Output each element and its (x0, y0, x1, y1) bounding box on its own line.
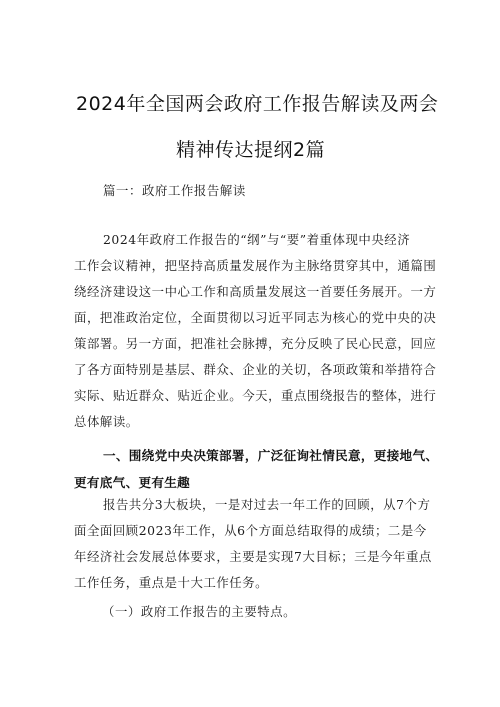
text-line: 实际、贴近群众、贴近企业。今天，重点围绕报告的整体，进行 (74, 388, 437, 403)
section-heading-line-2: 更有底气、更有生趣 (74, 475, 191, 490)
paragraph-intro (74, 227, 437, 435)
text-line: 报告共分3大板块，一是对过去一年工作的回顾，从7个方 (103, 497, 431, 512)
text-line: 工作会议精神，把坚持高质量发展作为主脉络贯穿其中，通篇围 (74, 258, 437, 273)
document-title-line-1: 2024年全国两会政府工作报告解读及两会 (76, 93, 439, 115)
document-title-line-2: 精神传达提纲2篇 (176, 139, 326, 161)
subsection-heading: （一）政府工作报告的主要特点。 (102, 604, 297, 619)
text-line: 绕经济建设这一中心工作和高质量发展这一首要任务展开。一方 (74, 284, 437, 299)
article-subheading: 篇一：政府工作报告解读 (103, 183, 246, 198)
text-line: 策部署。另一方面，把准社会脉搏，充分反映了民心民意，回应 (74, 336, 437, 351)
text-line: 总体解读。 (74, 414, 139, 429)
text-line: 面，把准政治定位，全面贯彻以习近平同志为核心的党中央的决 (74, 310, 437, 325)
text-line: 工作任务，重点是十大工作任务。 (74, 575, 269, 590)
text-line: 年经济社会发展总体要求，主要是实现7大目标；三是今年重点 (74, 549, 432, 564)
text-line: 面全面回顾2023年工作，从6个方面总结取得的成绩；二是今 (74, 523, 427, 538)
text-line: 2024年政府工作报告的“纲”与“要”着重体现中央经济 (103, 232, 411, 247)
paragraph-structure (74, 492, 434, 596)
section-heading-line-1: 一、围绕党中央决策部署，广泛征询社情民意，更接地气、 (103, 448, 439, 463)
text-line: 了各方面特别是基层、群众、企业的关切，各项政策和举措符合 (74, 362, 437, 377)
